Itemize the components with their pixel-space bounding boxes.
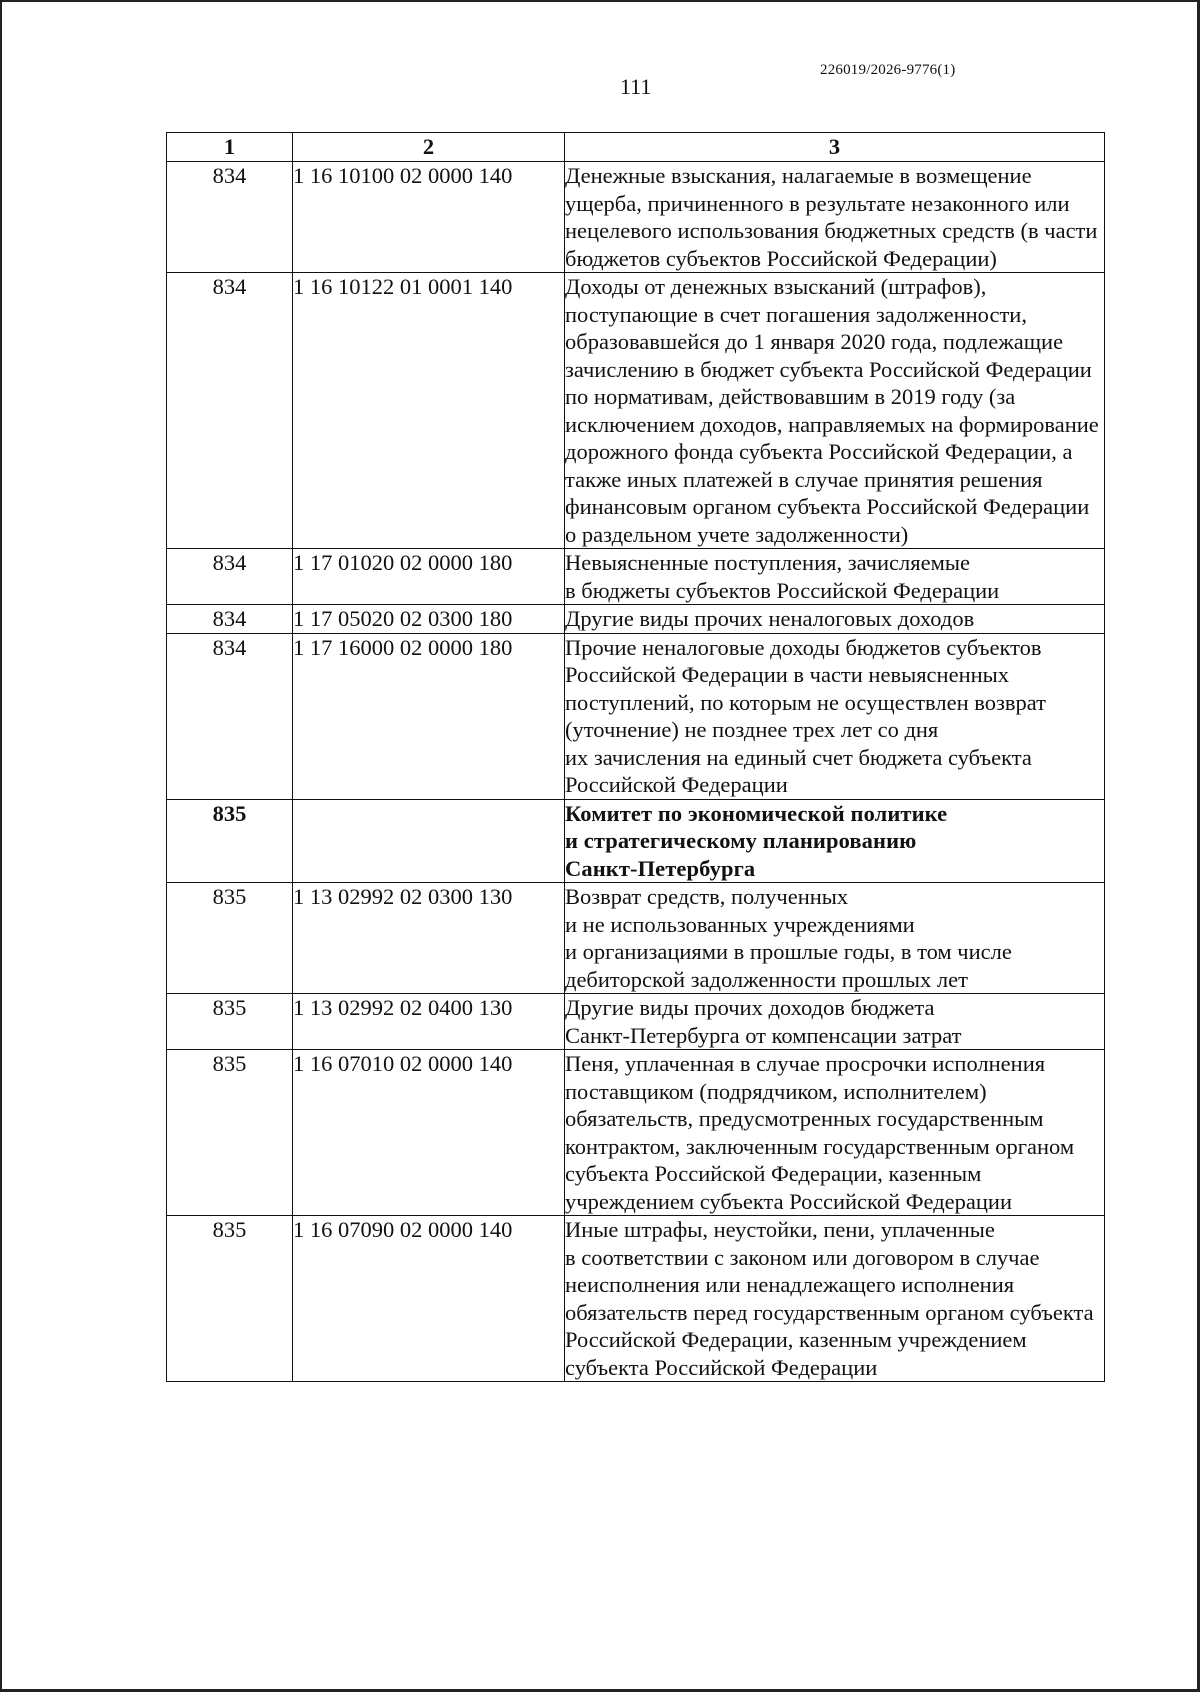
admin-code-cell: 835 [167,799,293,883]
table-row [167,273,1105,549]
revenue-name-cell: Прочие неналоговые доходы бюджетов субъектов Российской Федерации в части невыясненных поступлений, по которым не осуществлен возврат (уточнение) не позднее трех лет со дня их зачисления на единый счет бюджета субъекта Российской Федерации [565,633,1105,799]
revenue-name-cell: Невыясненные поступления, зачисляемые в бюджеты субъектов Российской Федерации [565,549,1105,605]
table-header [167,133,1105,162]
revenue-name-cell: Другие виды прочих неналоговых доходов [565,605,1105,634]
table-row [167,605,1105,634]
column-header-2: 2 [293,133,565,162]
table-row [167,162,1105,273]
revenue-name-cell: Денежные взыскания, налагаемые в возмещение ущерба, причиненного в результате незаконного или нецелевого использования бюджетных средств (в части бюджетов субъектов Российской Федерации) [565,162,1105,273]
revenue-name-cell: Пеня, уплаченная в случае просрочки исполнения поставщиком (подрядчиком, исполнителем) обязательств, предусмотренных государственным контрактом, заключенным государственным органом субъекта Российской Федерации, казенным учреждением субъекта Российской Федерации [565,1050,1105,1216]
column-header-1: 1 [167,133,293,162]
budget-classification-code-cell: 1 16 10100 02 0000 140 [293,162,565,273]
column-header-3: 3 [565,133,1105,162]
table-row [167,549,1105,605]
table-row [167,883,1105,994]
revenue-name-cell: Другие виды прочих доходов бюджета Санкт-Петербурга от компенсации затрат [565,994,1105,1050]
budget-classification-code-cell: 1 17 05020 02 0300 180 [293,605,565,634]
admin-code-cell: 835 [167,994,293,1050]
table-row [167,633,1105,799]
admin-code-cell: 835 [167,1050,293,1216]
revenue-name-cell: Возврат средств, полученных и не использованных учреждениями и организациями в прошлые годы, в том числе дебиторской задолженности прошлых лет [565,883,1105,994]
table-row [167,994,1105,1050]
revenue-name-cell: Доходы от денежных взысканий (штрафов), поступающие в счет погашения задолженности, образовавшейся до 1 января 2020 года, подлежащие зачислению в бюджет субъекта Российской Федерации по нормативам, действовавшим в 2019 году (за исключением доходов, направляемых на формирование дорожного фонда субъекта Российской Федерации, а также иных платежей в случае принятия решения финансовым органом субъекта Российской Федерации о раздельном учете задолженности) [565,273,1105,549]
document-id: 226019/2026-9776(1) [820,62,956,78]
table-row [167,1216,1105,1382]
budget-classification-code-cell [293,799,565,883]
admin-code-cell: 834 [167,273,293,549]
admin-code-cell: 834 [167,605,293,634]
revenue-name-cell: Комитет по экономической политике и стратегическому планированию Санкт-Петербурга [565,799,1105,883]
budget-classification-code-cell: 1 16 10122 01 0001 140 [293,273,565,549]
table-body [167,162,1105,1382]
admin-code-cell: 834 [167,549,293,605]
table-header-row [167,133,1105,162]
budget-classification-code-cell: 1 16 07010 02 0000 140 [293,1050,565,1216]
admin-code-cell: 834 [167,162,293,273]
admin-code-cell: 834 [167,633,293,799]
admin-code-cell: 835 [167,1216,293,1382]
scan-edge-left [0,0,2,1692]
table-row [167,799,1105,883]
scan-edge-top [0,0,1200,2]
budget-classification-code-cell: 1 13 02992 02 0300 130 [293,883,565,994]
budget-classification-code-cell: 1 13 02992 02 0400 130 [293,994,565,1050]
page-number: 111 [620,74,652,99]
budget-classification-code-cell: 1 16 07090 02 0000 140 [293,1216,565,1382]
admin-code-cell: 835 [167,883,293,994]
budget-classification-code-cell: 1 17 16000 02 0000 180 [293,633,565,799]
table-row [167,1050,1105,1216]
budget-classification-code-cell: 1 17 01020 02 0000 180 [293,549,565,605]
revenue-name-cell: Иные штрафы, неустойки, пени, уплаченные в соответствии с законом или договором в случае неисполнения или ненадлежащего исполнения обязательств перед государственным органом субъекта Российской Федерации, казенным учреждением субъекта Российской Федерации [565,1216,1105,1382]
revenue-codes-table [166,132,1105,1382]
